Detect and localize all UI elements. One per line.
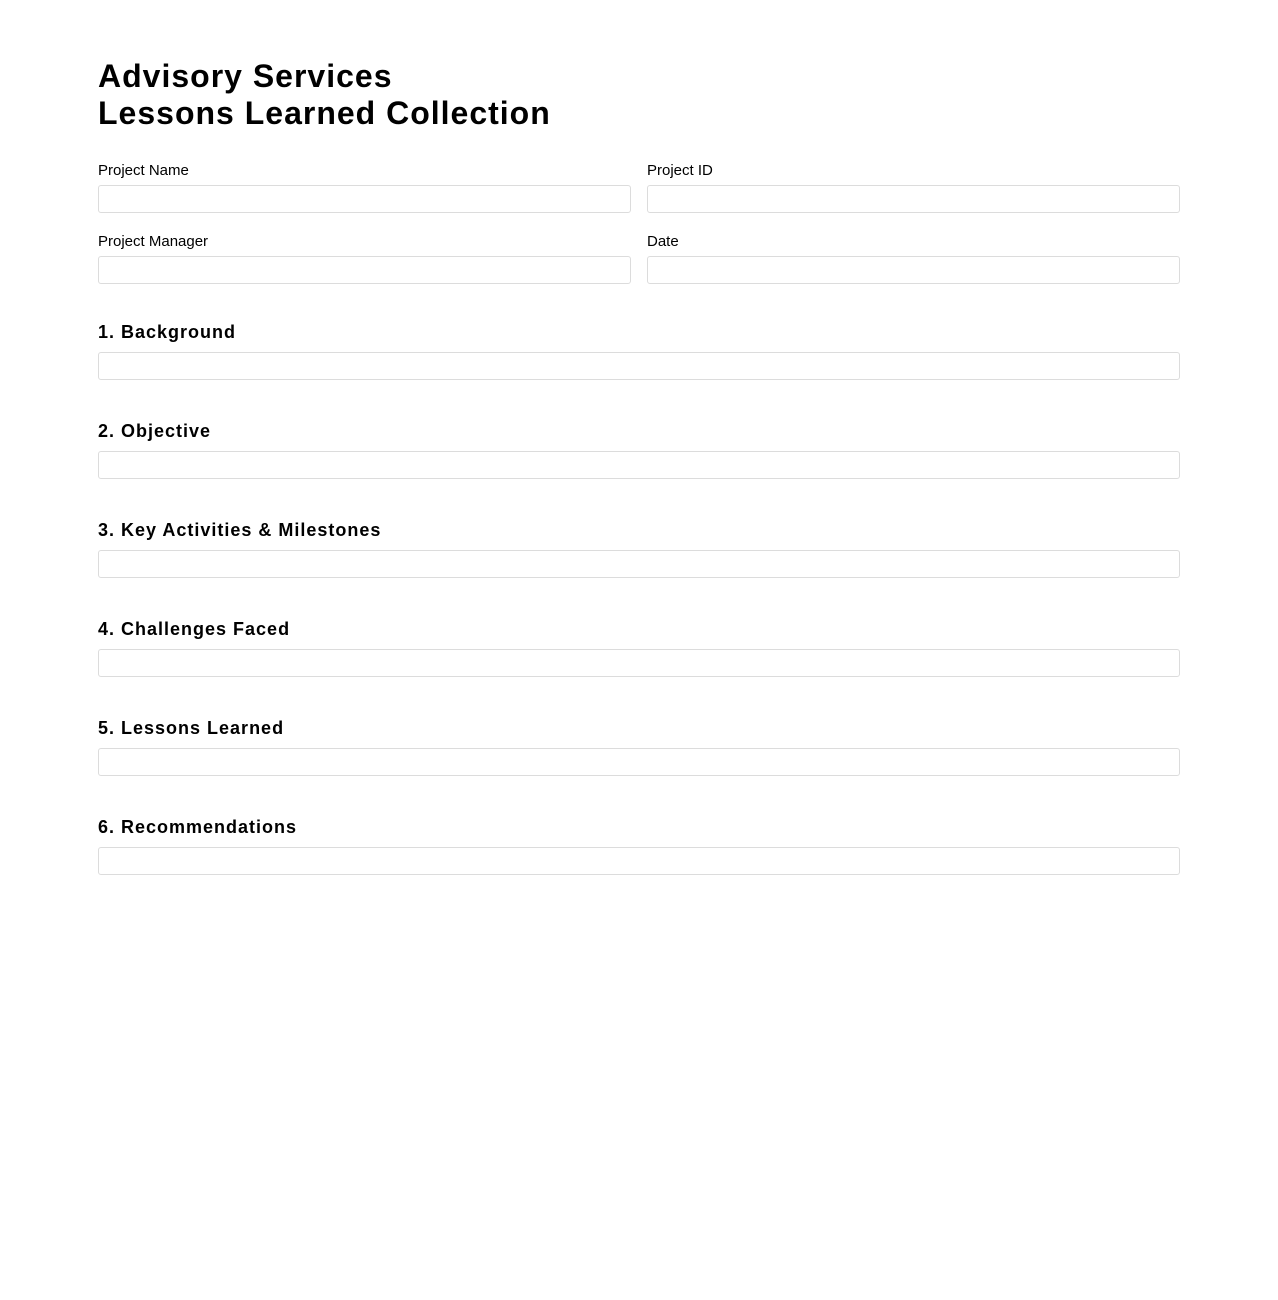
background-input[interactable] — [98, 352, 1180, 380]
project-id-input[interactable] — [647, 185, 1180, 213]
page-title — [98, 58, 1180, 132]
project-name-input[interactable] — [98, 185, 631, 213]
page-title-line-1: Advisory Services — [98, 58, 393, 94]
section-heading-key-activities: 3. Key Activities & Milestones — [98, 520, 382, 540]
section-heading-lessons-learned: 5. Lessons Learned — [98, 718, 285, 738]
section-key-activities — [98, 520, 1180, 578]
project-manager-label: Project Manager — [98, 233, 209, 250]
project-manager-input[interactable] — [98, 256, 631, 284]
page-title-line-2: Lessons Learned Collection — [98, 95, 551, 131]
section-lessons-learned — [98, 718, 1180, 776]
section-heading-challenges: 4. Challenges Faced — [98, 619, 291, 639]
project-info-row-1 — [98, 162, 1180, 213]
date-input[interactable] — [647, 256, 1180, 284]
project-name-group — [98, 162, 631, 213]
objective-input[interactable] — [98, 451, 1180, 479]
project-info-row-2 — [98, 233, 1180, 284]
section-objective — [98, 421, 1180, 479]
section-background — [98, 322, 1180, 380]
key-activities-input[interactable] — [98, 550, 1180, 578]
project-name-label: Project Name — [98, 162, 189, 179]
project-manager-group — [98, 233, 631, 284]
date-label: Date — [647, 233, 679, 250]
challenges-input[interactable] — [98, 649, 1180, 677]
section-heading-objective: 2. Objective — [98, 421, 212, 441]
project-id-group — [647, 162, 1180, 213]
section-heading-recommendations: 6. Recommendations — [98, 817, 298, 837]
lessons-learned-form — [98, 58, 1180, 875]
recommendations-input[interactable] — [98, 847, 1180, 875]
lessons-learned-input[interactable] — [98, 748, 1180, 776]
section-challenges — [98, 619, 1180, 677]
section-recommendations — [98, 817, 1180, 875]
section-heading-background: 1. Background — [98, 322, 237, 342]
project-id-label: Project ID — [647, 162, 713, 179]
date-group — [647, 233, 1180, 284]
